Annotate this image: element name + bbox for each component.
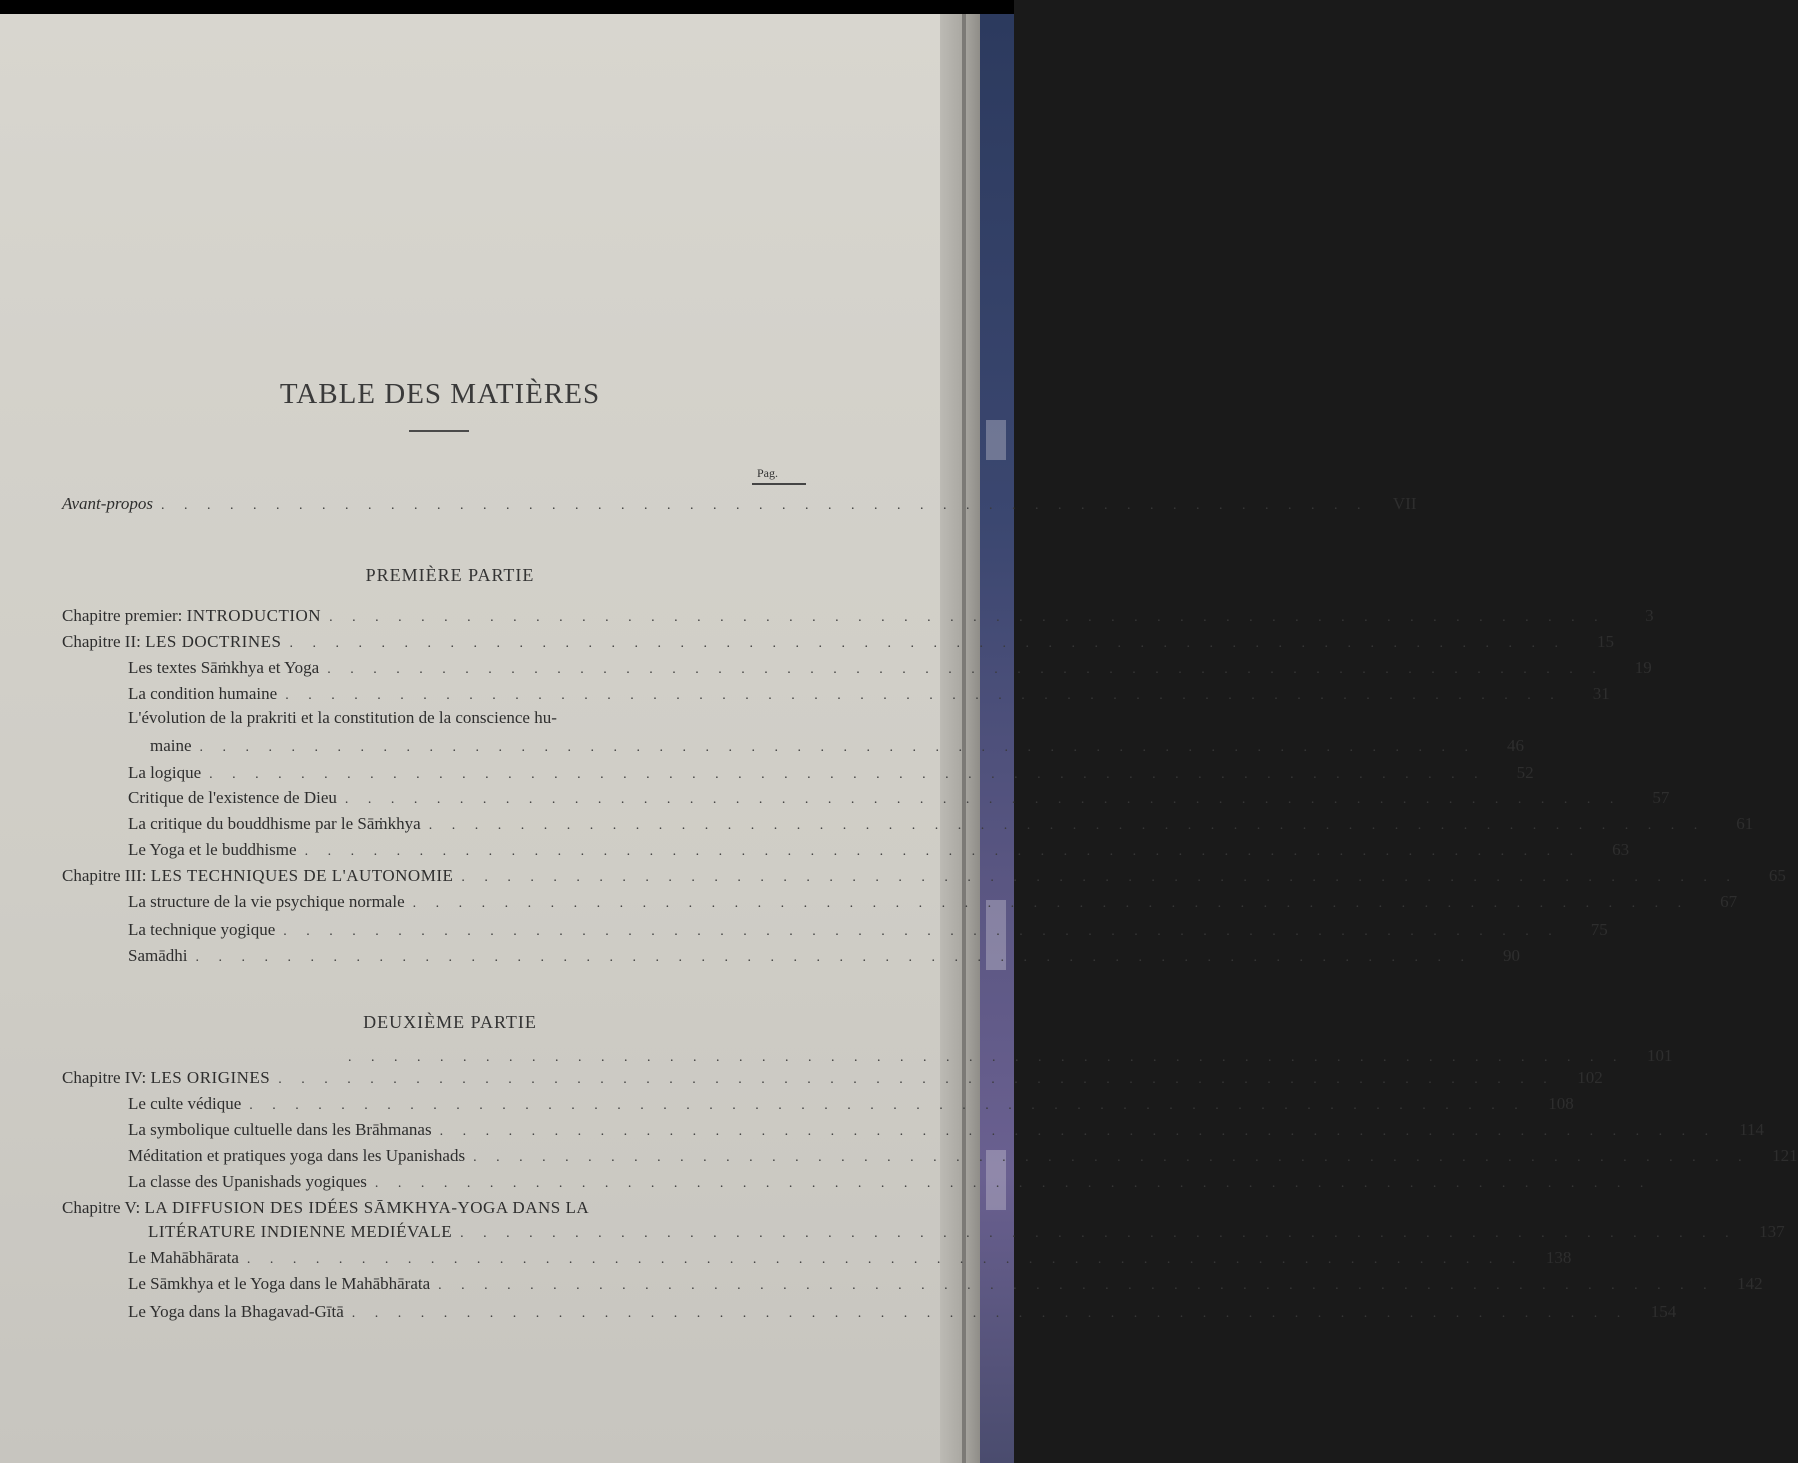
- top-black-bar: [0, 0, 1014, 14]
- toc-entry: [340, 1046, 1673, 1070]
- leader-dots: . . . . . . . . . . . . . . . . . . . . . . . . . . . . . . . . . . . . . . . . . . . . . . . . . . . . . . . .: [209, 767, 1486, 782]
- toc-entry-label: Samādhi: [128, 946, 188, 965]
- toc-entry: [128, 788, 1670, 812]
- toc-entry-page: 101: [1647, 1046, 1673, 1065]
- toc-entry-page: 65: [1768, 866, 1786, 885]
- toc-entry-label: [148, 1222, 452, 1242]
- page-column-label: Pag.: [757, 466, 778, 480]
- toc-entry: [128, 684, 1610, 708]
- leader-dots: . . . . . . . . . . . . . . . . . . . . . . . . . . . . . . . . . . . . . . . . . . . . . . . . . . . . . . . .: [461, 870, 1738, 885]
- page-gutter: [940, 14, 980, 1463]
- toc-entry-label: Avant-propos: [62, 494, 153, 513]
- toc-entry-page: 137: [1759, 1222, 1785, 1241]
- chapter-prefix: Chapitre II:: [62, 632, 146, 651]
- chapter-title: LES TECHNIQUES DE L'AUTONOMIE: [150, 866, 454, 885]
- chapter-title: INTRODUCTION: [186, 606, 322, 625]
- toc-entry: [128, 763, 1534, 787]
- toc-entry: [128, 814, 1754, 838]
- leader-dots: . . . . . . . . . . . . . . . . . . . . . . . . . . . . . . . . . . . . . . . . . . . . . . . . . . . . . . . .: [438, 1278, 1715, 1293]
- title-rule: [409, 430, 469, 432]
- toc-entry-label: maine: [150, 736, 192, 755]
- toc-entry-page: 121: [1772, 1146, 1798, 1165]
- leader-dots: . . . . . . . . . . . . . . . . . . . . . . . . . . . . . . . . . . . . . . . . . . . . . . . . . . . . . . . .: [428, 818, 1706, 833]
- chapter-title: LES DOCTRINES: [145, 632, 282, 651]
- chapter-title: LITÉRATURE INDIENNE MEDIÉVALE: [148, 1222, 453, 1241]
- leader-dots: . . . . . . . . . . . . . . . . . . . . . . . . . . . . . . . . . . . . . . . . . . . . . . . . . . . . . . . .: [304, 844, 1582, 859]
- toc-entry-page: 90: [1503, 946, 1520, 965]
- toc-entry: [128, 708, 748, 732]
- toc-entry: [128, 1120, 1765, 1144]
- toc-entry: [128, 840, 1630, 864]
- part-title: PREMIÈRE PARTIE: [365, 565, 535, 585]
- leader-dots: . . . . . . . . . . . . . . . . . . . . . . . . . . . . . . . . . . . . . . . . . . . . . . . . . . . . . . . .: [285, 688, 1562, 703]
- toc-entry-page: VII: [1392, 494, 1417, 513]
- toc-entry: [128, 1172, 1652, 1196]
- chapter-title: LA DIFFUSION DES IDÉES SĀMKHYA-YOGA DANS LA: [144, 1198, 590, 1217]
- toc-entry-page: 46: [1507, 736, 1525, 755]
- chapter-prefix: Chapitre IV:: [62, 1068, 151, 1087]
- toc-entry-label: Le culte védique: [128, 1094, 242, 1113]
- page-edge: [962, 14, 966, 1463]
- toc-entry-label: L'évolution de la prakriti et la constitution de la conscience hu-: [128, 708, 557, 727]
- toc-entry: [128, 1094, 1574, 1118]
- toc-entry: [62, 606, 1654, 630]
- toc-entry-label: La critique du bouddhisme par le Sāṁkhya: [128, 814, 421, 833]
- toc-entry-label: [62, 866, 453, 886]
- toc-entry-label: Méditation et pratiques yoga dans les Upanishads: [128, 1146, 466, 1165]
- toc-entry-page: 108: [1548, 1094, 1574, 1113]
- toc-entry-label: Critique de l'existence de Dieu: [128, 788, 337, 807]
- leader-dots: . . . . . . . . . . . . . . . . . . . . . . . . . . . . . . . . . . . . . . . . . . . . . . . . . . . . .: [160, 498, 1369, 513]
- toc-entry: [128, 1146, 1798, 1170]
- toc-entry: [62, 632, 1614, 656]
- toc-entry-label: Le Sāmkhya et le Yoga dans le Mahābhārata: [128, 1274, 431, 1293]
- book-cover-edge: [980, 14, 1014, 1463]
- toc-entry-label: La symbolique cultuelle dans les Brāhmanas: [128, 1120, 432, 1139]
- toc-entry-page: 75: [1590, 920, 1608, 939]
- leader-dots: . . . . . . . . . . . . . . . . . . . . . . . . . . . . . . . . . . . . . . . . . . . . . . . . . . . . . . . .: [344, 792, 1622, 807]
- toc-entry-page: 63: [1612, 840, 1630, 859]
- toc-entry-page: 52: [1516, 763, 1534, 782]
- toc-entry-label: Le Yoga et le buddhisme: [128, 840, 297, 859]
- toc-entry-label: La classe des Upanishads yogiques: [128, 1172, 367, 1191]
- toc-entry-page: 67: [1720, 892, 1738, 911]
- toc-entry-page: 114: [1739, 1120, 1765, 1139]
- toc-entry: [128, 920, 1608, 944]
- toc-entry-label: Le Yoga dans la Bhagavad-Gītā: [128, 1302, 344, 1321]
- toc-entry-label: La condition humaine: [128, 684, 278, 703]
- leader-dots: . . . . . . . . . . . . . . . . . . . . . . . . . . . . . . . . . . . . . . . . . . . . . . . . . . . . . . . .: [278, 1072, 1555, 1087]
- toc-entry: [128, 1248, 1572, 1272]
- chapter-prefix: Chapitre III:: [62, 866, 151, 885]
- toc-entry: [128, 1302, 1677, 1326]
- toc-entry-page: 102: [1577, 1068, 1603, 1087]
- leader-dots: . . . . . . . . . . . . . . . . . . . . . . . . . . . . . . . . . . . . . . . . . . . . . . . . . . . . . . . .: [412, 896, 1690, 911]
- toc-entry: [128, 1274, 1763, 1298]
- page-title: TABLE DES MATIÈRES: [279, 378, 601, 410]
- toc-entry: [62, 1198, 748, 1222]
- chapter-prefix: Chapitre V:: [62, 1198, 145, 1217]
- leader-dots: . . . . . . . . . . . . . . . . . . . . . . . . . . . . . . . . . . . . . . . . . . . . . . . . . . . . . . . .: [473, 1150, 1750, 1165]
- toc-entry-page: 31: [1592, 684, 1610, 703]
- toc-entry-label: [62, 1198, 589, 1218]
- leader-dots: . . . . . . . . . . . . . . . . . . . . . . . . . . . . . . . . . . . . . . . . . . . . . . . . . . . . . . . .: [351, 1306, 1629, 1321]
- toc-entry: [62, 1068, 1603, 1092]
- leader-dots: . . . . . . . . . . . . . . . . . . . . . . . . . . . . . . . . . . . . . . . . . . . . . . . . . . . . . . . .: [327, 662, 1604, 677]
- toc-entry-label: Les textes Sāṁkhya et Yoga: [128, 658, 320, 677]
- part-title: DEUXIÈME PARTIE: [363, 1012, 537, 1032]
- leader-dots: . . . . . . . . . . . . . . . . . . . . . . . . . . . . . . . . . . . . . . . . . . . . . . . . . . . . . . . .: [195, 950, 1472, 965]
- toc-entry-page: 15: [1596, 632, 1614, 651]
- leader-dots: . . . . . . . . . . . . . . . . . . . . . . . . . . . . . . . . . . . . . . . . . . . . . . . . . . . . . . . .: [348, 1050, 1625, 1065]
- leader-dots: . . . . . . . . . . . . . . . . . . . . . . . . . . . . . . . . . . . . . . . . . . . . . . . . . . . . . . . .: [329, 610, 1606, 625]
- toc-entry-page: 19: [1634, 658, 1652, 677]
- leader-dots: . . . . . . . . . . . . . . . . . . . . . . . . . . . . . . . . . . . . . . . . . . . . . . . . . . . . . . . .: [374, 1176, 1652, 1191]
- leader-dots: . . . . . . . . . . . . . . . . . . . . . . . . . . . . . . . . . . . . . . . . . . . . . . . . . . . . . . . .: [249, 1098, 1526, 1113]
- toc-entry-label: [62, 1068, 270, 1088]
- cover-wear-spot: [986, 420, 1006, 460]
- toc-entry-label: [62, 606, 321, 626]
- toc-entry-label: Le Mahābhārata: [128, 1248, 239, 1267]
- leader-dots: . . . . . . . . . . . . . . . . . . . . . . . . . . . . . . . . . . . . . . . . . . . . . . . . . . . . . . . .: [283, 924, 1560, 939]
- toc-entry-front: [62, 494, 1417, 518]
- toc-entry: [128, 946, 1520, 970]
- toc-entry-page: 57: [1652, 788, 1670, 807]
- toc-entry-label: La technique yogique: [128, 920, 276, 939]
- toc-entry: [62, 866, 1786, 890]
- toc-entry-page: 154: [1650, 1302, 1677, 1321]
- toc-entry: [128, 658, 1652, 682]
- page-column-rule: [752, 483, 806, 485]
- chapter-title: LES ORIGINES: [150, 1068, 271, 1087]
- toc-entry-page: 138: [1545, 1248, 1572, 1267]
- toc-entry: [128, 892, 1738, 916]
- leader-dots: . . . . . . . . . . . . . . . . . . . . . . . . . . . . . . . . . . . . . . . . . . . . . . . . . . . . . . . .: [460, 1226, 1737, 1241]
- leader-dots: . . . . . . . . . . . . . . . . . . . . . . . . . . . . . . . . . . . . . . . . . . . . . . . . . . . . . . . .: [289, 636, 1566, 651]
- toc-entry-page: 142: [1737, 1274, 1763, 1293]
- chapter-prefix: Chapitre premier:: [62, 606, 187, 625]
- leader-dots: . . . . . . . . . . . . . . . . . . . . . . . . . . . . . . . . . . . . . . . . . . . . . . . . . . . . . . . .: [439, 1124, 1717, 1139]
- leader-dots: . . . . . . . . . . . . . . . . . . . . . . . . . . . . . . . . . . . . . . . . . . . . . . . . . . . . . . . .: [199, 740, 1477, 755]
- toc-entry-page: 61: [1736, 814, 1754, 833]
- toc-entry-page: 3: [1645, 606, 1654, 625]
- toc-entry-label: [62, 632, 281, 652]
- toc-entry-label: La structure de la vie psychique normale: [128, 892, 405, 911]
- toc-entry: [150, 736, 1525, 760]
- leader-dots: . . . . . . . . . . . . . . . . . . . . . . . . . . . . . . . . . . . . . . . . . . . . . . . . . . . . . . . .: [246, 1252, 1524, 1267]
- toc-entry: [148, 1222, 1785, 1246]
- toc-entry-label: La logique: [128, 763, 202, 782]
